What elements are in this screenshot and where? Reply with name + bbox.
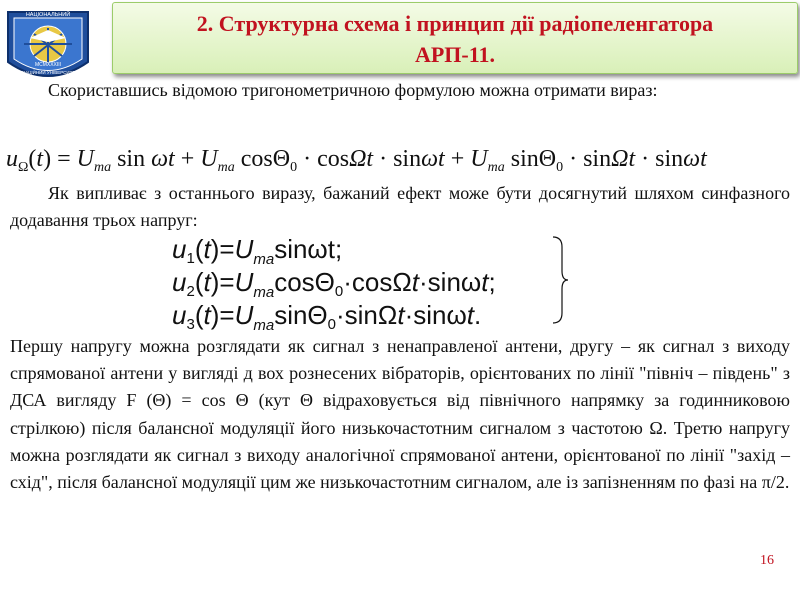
slide-title xyxy=(112,8,798,70)
svg-text:uΩ(t) = Uma sin ωt + Uma cosΘ0: $u_\Omega(t) = U_{ma}$ $\sin \omega t + U_{ma}$ $\cos\Theta_0 \cdot \cos\Omega t \cdot \sin\omega t + U_{ma}$ sinΘ$_0$ · sinΩt · sinωt xyxy=(6,146,707,175)
svg-text:u1(t)=Umasinωt;: $u1(t)=U_{ma}\sin\omega t$; xyxy=(172,234,343,268)
svg-text:u3(t)=UmasinΘ0·sinΩt·sinωt.: $u3(t)=U_{ma}\sin\Theta 0\cdot\sin\Omega t\cdot\sin\omega t$. xyxy=(172,300,482,330)
logo-text-mid: MCMXXXIII xyxy=(34,62,62,68)
equation-system xyxy=(172,230,572,330)
main-formula xyxy=(6,140,796,176)
logo-text-top: НАЦІОНАЛЬНИЙ xyxy=(25,12,71,18)
page-number: 16 xyxy=(760,553,774,568)
slide-title-line2: АРП-11. xyxy=(414,42,496,67)
explanation-paragraph: Першу напругу можна розглядати як сигнал з ненаправленої антени, другу – як сигнал з виходу спрямованої антени у вигляді д вох рознесених вібраторів, орієнтованих по лінії "північ – південь" з ДСА вигляду F (Θ) = cos Θ (кут Θ відраховується від північного напрямку за годинниковою стрілкою) після балансної модуляції його низькочастотним сигналом з частотою Ω. Третю напругу можна розглядати як сигнал з виходу аналогічної спрямованої антени, орієнтованої по лінії "захід – схід", після балансної модуляції цим же низькочастотним сигналом, але із запізненням по фазі на π/2. xyxy=(10,336,790,493)
slide-title-line1: 2. Структурна схема і принцип дії радіопеленгатора xyxy=(196,11,714,36)
svg-text:u2(t)=UmacosΘ0·cosΩt·sinωt;: $u2(t)=U_{ma}\cos\Theta 0\cdot\cos\Omega t\cdot\sin\omega t$; xyxy=(172,267,496,301)
right-brace xyxy=(550,235,570,325)
intro-paragraph: Скориставшись відомою тригонометричною формулою можна отримати вираз: xyxy=(48,80,658,100)
logo-text-bottom: АВІАЦІЙНИЙ УНІВЕРСИТЕТ xyxy=(17,70,79,75)
effect-paragraph: Як випливає з останнього виразу, бажаний ефект може бути досягнутий шляхом синфазного додавання трьох напруг: xyxy=(10,183,790,230)
